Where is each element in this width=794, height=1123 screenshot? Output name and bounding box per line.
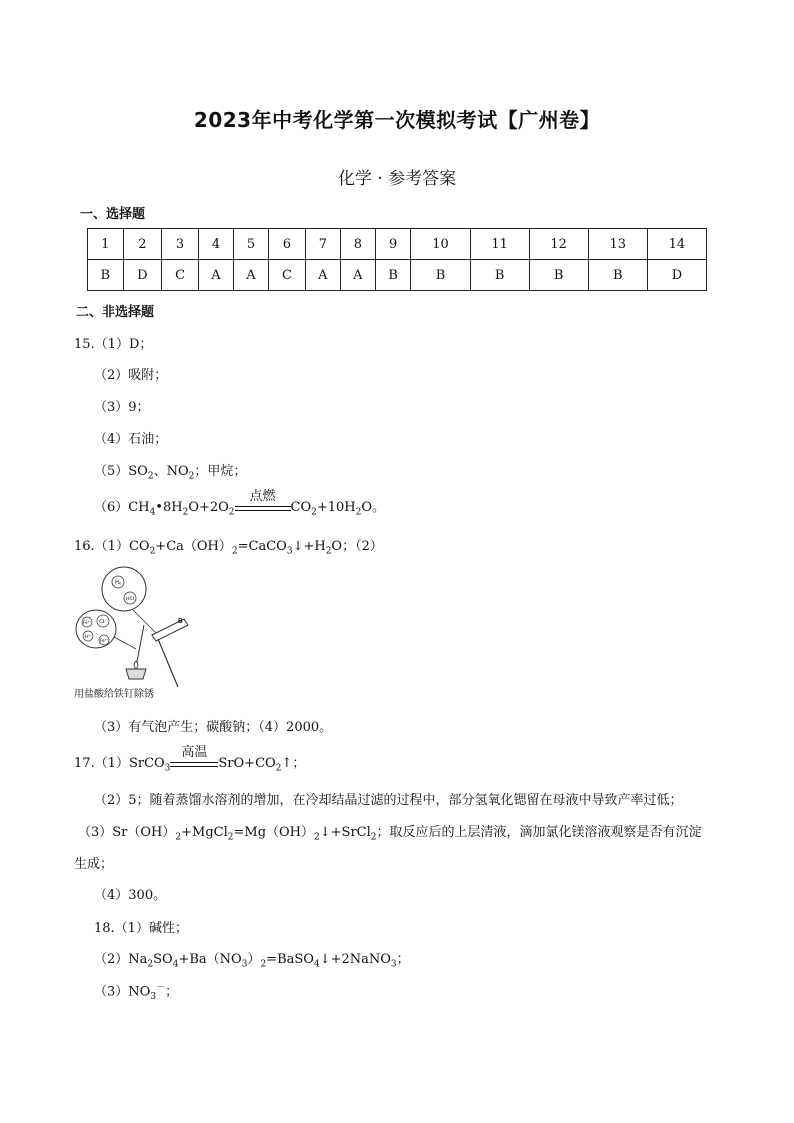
pointer-line xyxy=(132,609,156,633)
text-span: 、NO xyxy=(153,464,189,479)
text-span: ↑； xyxy=(281,756,306,771)
text-span: （3）NO xyxy=(94,984,151,1000)
text-span: ；甲烷； xyxy=(194,464,247,479)
tube-holder xyxy=(158,639,178,687)
page-title: 2023年中考化学第一次模拟考试【广州卷】 xyxy=(193,108,601,132)
hcl-label: HCl xyxy=(126,597,134,602)
text-span: ↓+2NaNO xyxy=(319,952,391,967)
q15-part6 xyxy=(94,488,386,518)
reaction-condition: 点燃 xyxy=(249,488,276,504)
q15-part3: （3）9； xyxy=(94,400,150,415)
label-b: B xyxy=(178,617,183,625)
question-number: 11 xyxy=(470,229,529,260)
h-label: H⁺ xyxy=(85,635,91,640)
q17-part1 xyxy=(74,744,306,774)
answer-table-answer-row xyxy=(88,260,707,291)
answer-cell: C xyxy=(268,260,305,291)
subscript: 2 xyxy=(355,507,362,518)
question-number: 5 xyxy=(233,229,268,260)
answer-cell: B xyxy=(375,260,411,291)
answer-cell: D xyxy=(123,260,162,291)
subscript: 4 xyxy=(172,959,179,970)
text-span: +Ba（NO xyxy=(178,952,242,967)
text-span: ↓+H xyxy=(292,539,326,554)
text-span: +Ca（OH） xyxy=(155,539,232,554)
subscript: 2 xyxy=(228,507,235,518)
q17-part3-cont: 生成； xyxy=(74,857,114,872)
question-number: 1 xyxy=(88,229,124,260)
question-number: 4 xyxy=(198,229,233,260)
question-number: 14 xyxy=(647,229,706,260)
stand-rod xyxy=(136,625,144,667)
answer-cell: C xyxy=(162,260,199,291)
q18-part3 xyxy=(94,980,178,1002)
subscript: 2 xyxy=(149,546,156,557)
question-number: 8 xyxy=(340,229,375,260)
answer-cell: B xyxy=(588,260,647,291)
cl-label: Cl⁻ xyxy=(99,619,107,625)
text-span: （5）SO xyxy=(94,464,148,479)
q15-part1: 15.（1）D； xyxy=(74,337,153,352)
text-span: 17.（1）SrCO xyxy=(74,756,165,771)
question-number: 10 xyxy=(411,229,470,260)
q15-part5 xyxy=(94,460,246,482)
superscript: － xyxy=(156,983,166,993)
equals-bar xyxy=(235,510,291,511)
subscript: 2 xyxy=(182,507,189,518)
section-non-multiple-choice: 二、非选择题 xyxy=(76,305,155,320)
subscript: 3 xyxy=(164,763,171,774)
text-span: ； xyxy=(396,952,410,967)
h2-label: H₂ xyxy=(115,580,121,586)
answer-cell: A xyxy=(233,260,268,291)
subscript: 2 xyxy=(370,832,377,843)
answer-cell: B xyxy=(529,260,588,291)
text-span: CO xyxy=(290,500,312,515)
subscript: 3 xyxy=(150,991,157,1002)
text-span: O+2O xyxy=(188,500,229,515)
subscript: 4 xyxy=(149,507,156,518)
answer-cell: A xyxy=(198,260,233,291)
answer-cell: D xyxy=(647,260,706,291)
answer-cell: B xyxy=(470,260,529,291)
equals-bar xyxy=(170,762,218,763)
question-number: 13 xyxy=(588,229,647,260)
fe3-label: Fe³⁺ xyxy=(82,620,92,625)
text-span: ） xyxy=(247,952,261,967)
equals-bar xyxy=(170,766,218,767)
fe3b-label: Fe³⁺ xyxy=(99,638,109,643)
q17-part3 xyxy=(78,821,702,843)
subscript: 2 xyxy=(147,959,154,970)
q18-part2 xyxy=(94,948,410,970)
text-span: ；取反应后的上层清液，滴加氯化镁溶液观察是否有沉淀 xyxy=(376,825,702,840)
subscript: 2 xyxy=(311,507,317,518)
text-span: 16.（1）CO xyxy=(74,539,150,554)
text-span: （3）Sr（OH） xyxy=(78,825,176,840)
subscript: 3 xyxy=(286,546,293,557)
equals-bar xyxy=(235,506,291,507)
rust-removal-figure xyxy=(74,565,204,695)
pointer-line xyxy=(114,637,136,649)
q16-part3: （3）有气泡产生；碳酸钠；（4）2000。 xyxy=(94,720,333,735)
alcohol-lamp xyxy=(126,669,146,679)
section-multiple-choice: 一、选择题 xyxy=(80,207,146,222)
flame-icon xyxy=(134,661,138,669)
subscript: 2 xyxy=(227,832,234,843)
subscript: 3 xyxy=(241,959,248,970)
question-number: 3 xyxy=(162,229,199,260)
answer-cell: B xyxy=(88,260,124,291)
answer-cell: A xyxy=(340,260,375,291)
answer-cell: A xyxy=(305,260,340,291)
answer-table-header-row xyxy=(88,229,707,260)
reaction-condition: 高温 xyxy=(181,744,208,760)
question-number: 7 xyxy=(305,229,340,260)
text-span: =Mg（OH） xyxy=(233,825,315,840)
subscript: 2 xyxy=(231,546,238,557)
text-span: =BaSO xyxy=(266,952,314,967)
text-span: ↓+SrCl xyxy=(319,825,371,840)
subscript: 2 xyxy=(188,471,195,482)
subscript: 2 xyxy=(314,832,320,843)
page-subtitle: 化学 · 参考答案 xyxy=(337,169,457,189)
figure-caption: 用盐酸给铁钉除锈 xyxy=(74,689,154,700)
reaction-equals xyxy=(170,744,218,771)
gas-bubble xyxy=(102,567,146,611)
text-span: ； xyxy=(165,984,179,1000)
subscript: 2 xyxy=(147,471,154,482)
subscript: 2 xyxy=(275,763,282,774)
answer-cell: B xyxy=(411,260,470,291)
question-number: 9 xyxy=(375,229,411,260)
q17-part2: （2）5；随着蒸馏水溶剂的增加，在冷却结晶过滤的过程中，部分氢氧化锶留在母液中导致产率过低； xyxy=(94,793,683,808)
subscript: 2 xyxy=(260,959,267,970)
reaction-equals xyxy=(235,488,291,515)
question-number: 2 xyxy=(123,229,162,260)
text-span: +MgCl xyxy=(181,825,228,840)
subscript: 2 xyxy=(175,832,182,843)
text-span: SO xyxy=(153,952,173,967)
q15-part2: （2）吸附； xyxy=(94,368,168,383)
solution-bubble xyxy=(76,610,116,648)
question-number: 12 xyxy=(529,229,588,260)
subscript: 3 xyxy=(390,959,397,970)
answer-table xyxy=(87,228,707,291)
q17-part4: （4）300。 xyxy=(94,888,167,903)
text-span: =CaCO xyxy=(237,539,287,554)
subscript: 2 xyxy=(325,546,332,557)
q18-part1: 18.（1）碱性； xyxy=(94,921,188,936)
text-span: O；（2） xyxy=(331,539,383,554)
subscript: 4 xyxy=(313,959,320,970)
text-span: （2）Na xyxy=(94,952,148,967)
q15-part4: （4）石油； xyxy=(94,432,168,447)
text-span: SrO+CO xyxy=(218,756,276,771)
text-span: （6）CH xyxy=(94,500,150,515)
text-span: O。 xyxy=(361,500,386,515)
q16-part1 xyxy=(74,535,383,557)
text-span: +10H xyxy=(316,500,356,515)
text-span: •8H xyxy=(155,500,183,515)
question-number: 6 xyxy=(268,229,305,260)
